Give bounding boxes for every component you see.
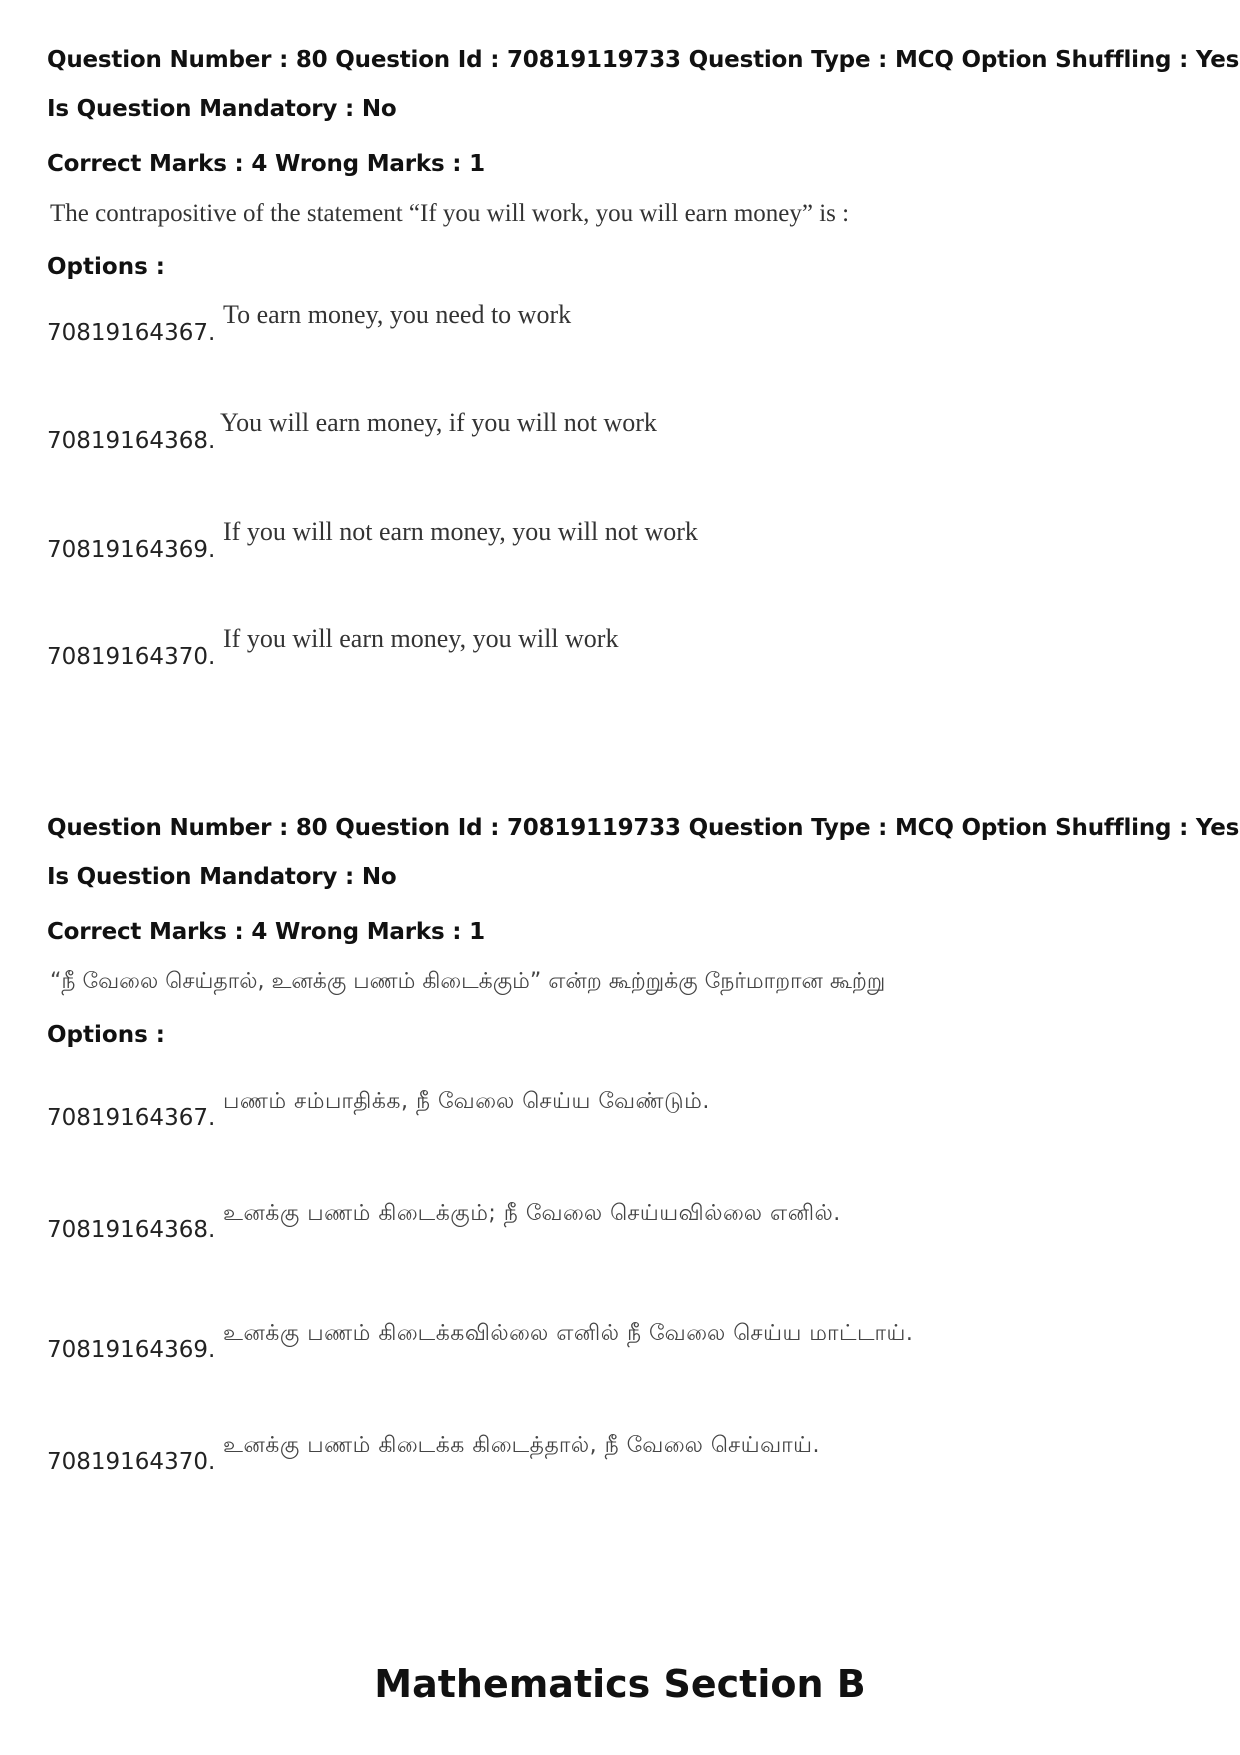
option-text: உனக்கு பணம் கிடைக்க கிடைத்தால், நீ வேலை செய்வாய். [223,1433,820,1458]
options-label: Options : [47,1022,165,1048]
question-mandatory-line: Is Question Mandatory : No [47,96,397,122]
option-text: You will earn money, if you will not work [220,408,657,437]
option-id: 70819164369. [47,537,216,563]
option-text: If you will earn money, you will work [223,624,619,653]
question-mandatory-line: Is Question Mandatory : No [47,864,397,890]
question-stem: “நீ வேலை செய்தால், உனக்கு பணம் கிடைக்கும்” என்ற கூற்றுக்கு நேர்மாறான கூற்று [50,969,886,994]
question-block-english [47,44,1240,283]
options-list-tamil [47,1085,1197,1505]
option-id: 70819164370. [47,644,216,670]
option-id: 70819164369. [47,1337,216,1363]
option-id: 70819164368. [47,428,216,454]
options-label: Options : [47,254,165,280]
option-text: உனக்கு பணம் கிடைக்கும்; நீ வேலை செய்யவில்லை எனில். [223,1201,841,1226]
option-id: 70819164368. [47,1217,216,1243]
option-id: 70819164367. [47,1105,216,1131]
question-meta-line1: Question Number : 80 Question Id : 70819119733 Question Type : MCQ Option Shuffling : Yes [47,47,1240,73]
question-stem: The contrapositive of the statement “If you will work, you will earn money” is : [50,200,850,227]
option-id: 70819164370. [47,1449,216,1475]
section-title: Mathematics Section B [374,1662,866,1706]
question-block-tamil [47,812,1240,1051]
question-meta-line1: Question Number : 80 Question Id : 70819119733 Question Type : MCQ Option Shuffling : Yes [47,815,1240,841]
option-text: To earn money, you need to work [223,300,572,329]
option-text: பணம் சம்பாதிக்க, நீ வேலை செய்ய வேண்டும். [223,1089,710,1114]
option-id: 70819164367. [47,320,216,346]
question-marks-line: Correct Marks : 4 Wrong Marks : 1 [47,919,485,945]
question-marks-line: Correct Marks : 4 Wrong Marks : 1 [47,151,485,177]
option-text: உனக்கு பணம் கிடைக்கவில்லை எனில் நீ வேலை செய்ய மாட்டாய். [223,1321,914,1346]
options-list-english [47,300,1197,700]
option-text: If you will not earn money, you will not work [223,517,698,546]
